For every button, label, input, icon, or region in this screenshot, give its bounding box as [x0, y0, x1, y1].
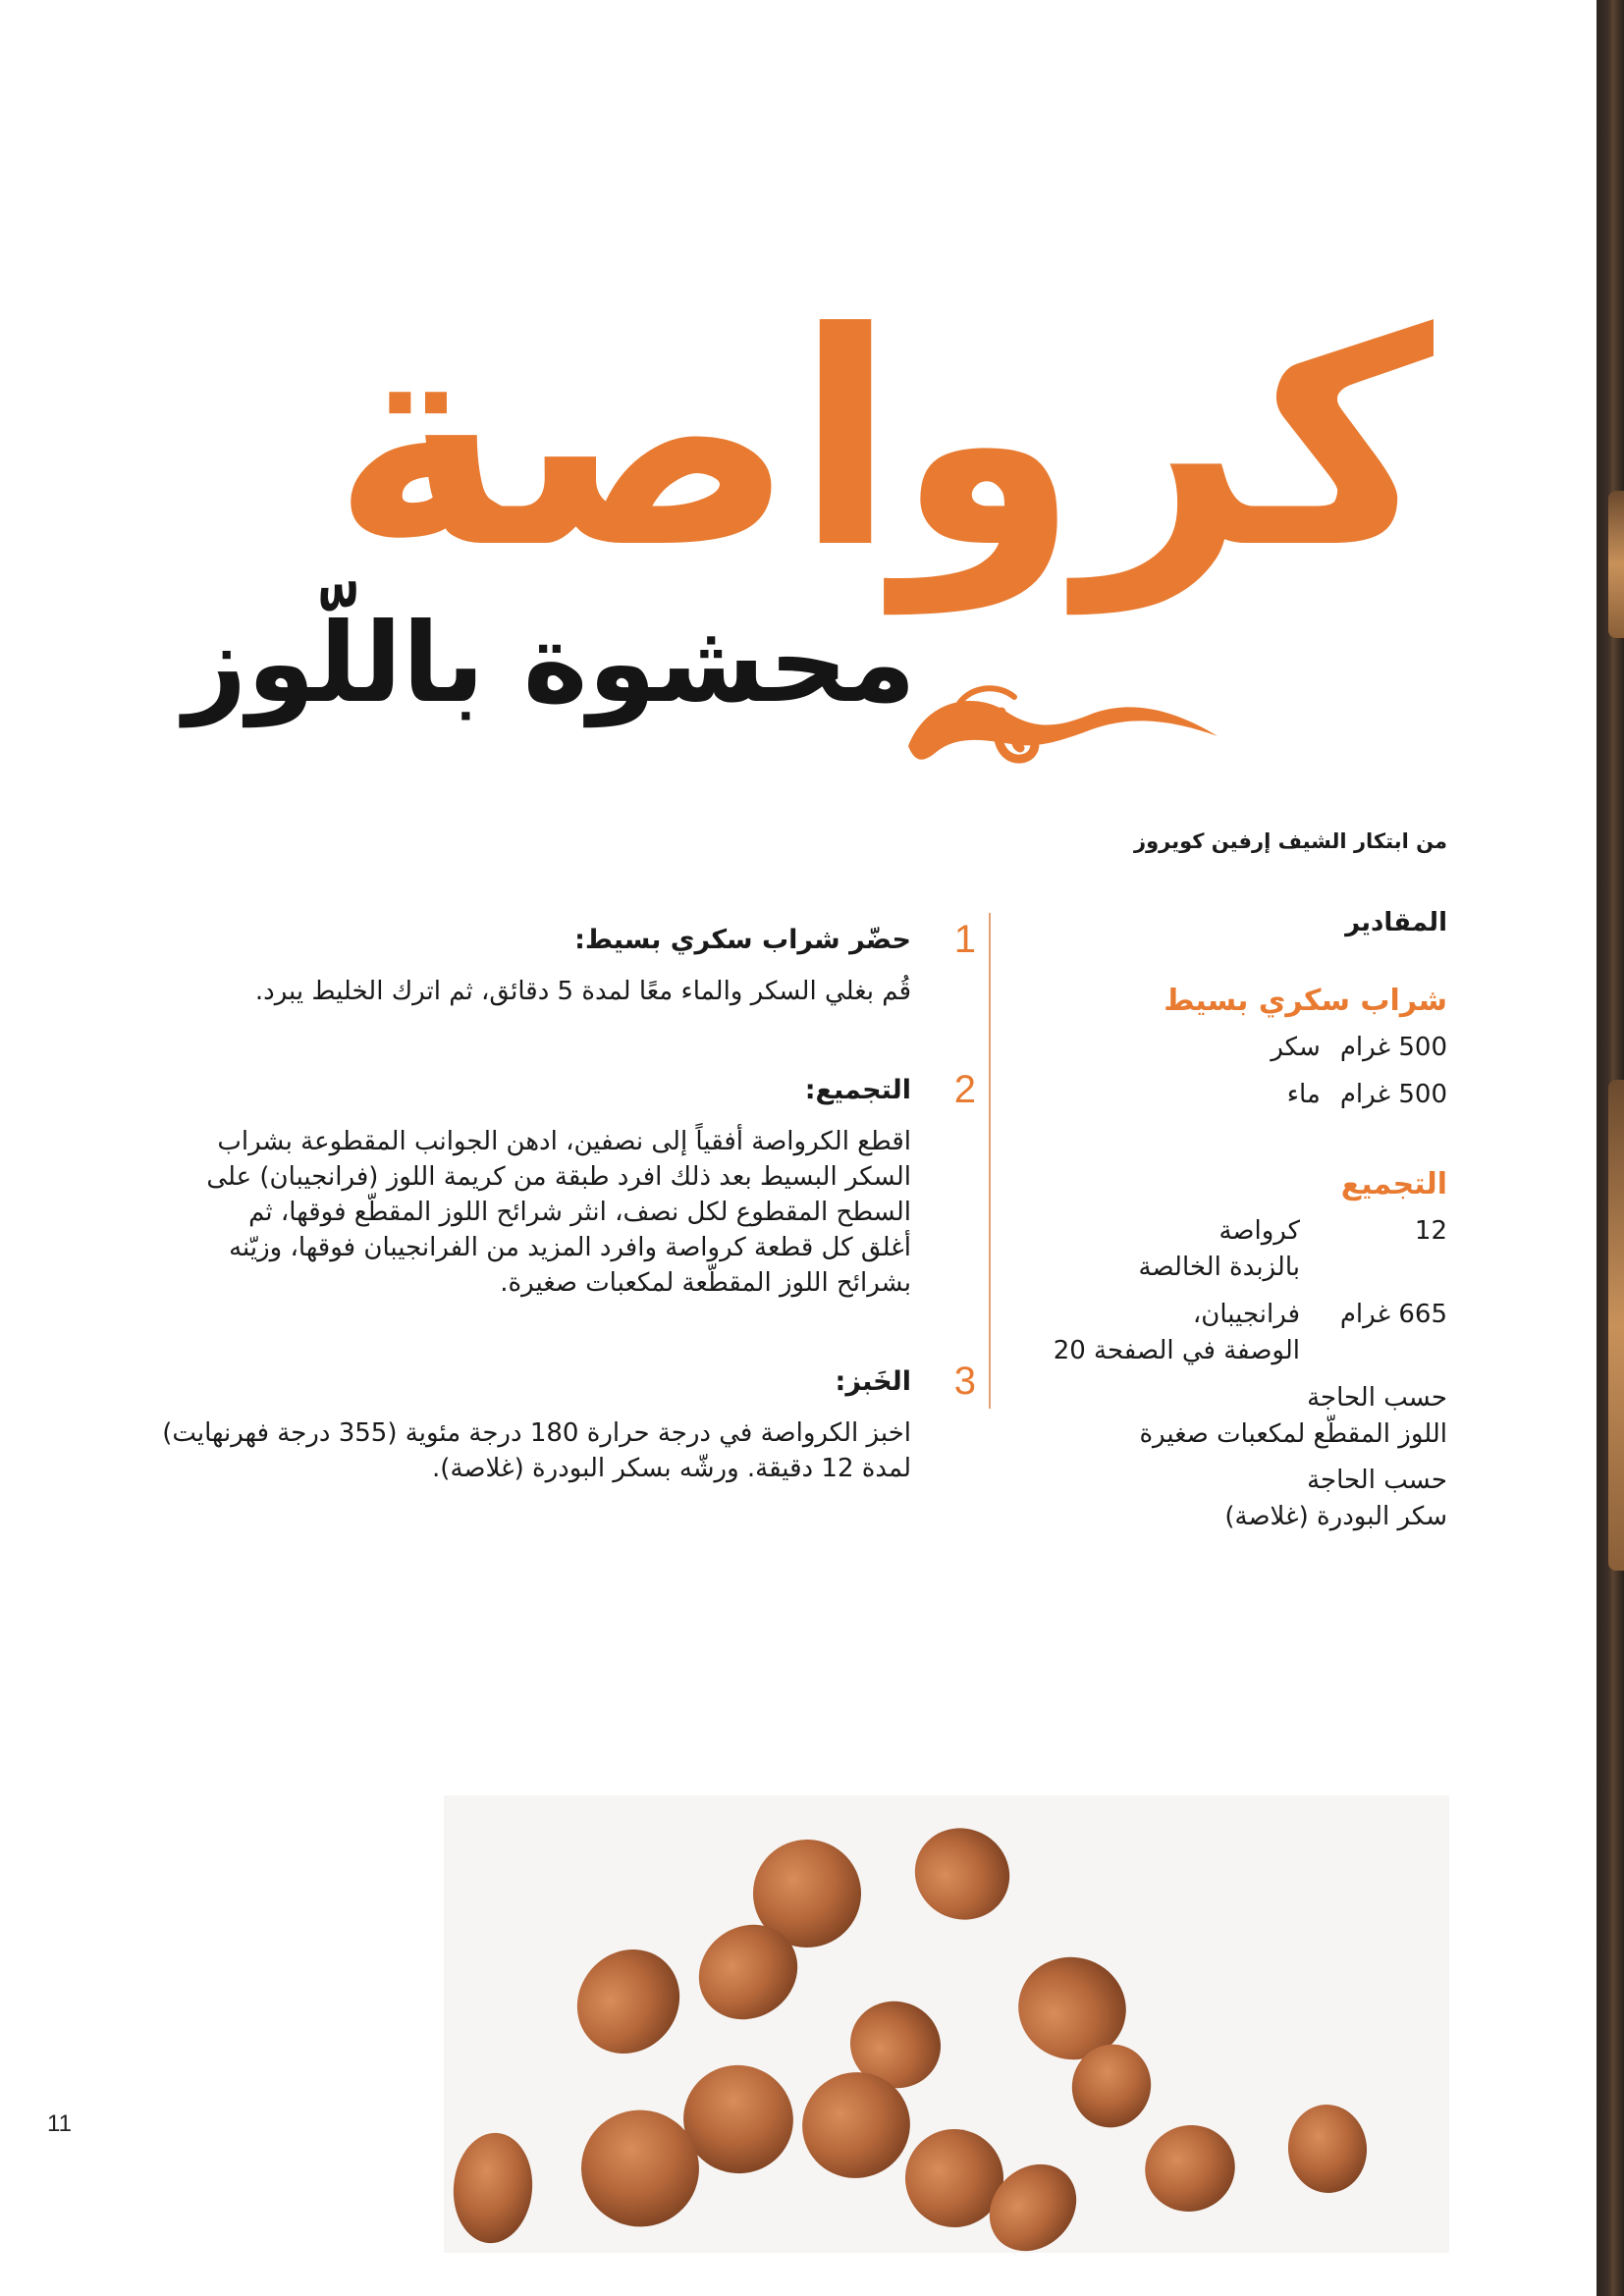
ingredients-heading: المقادير [1345, 908, 1447, 937]
ingredient-row [1005, 1030, 1447, 1066]
ingredient-note-line: سكر البودرة (غلاصة) [1224, 1502, 1447, 1531]
ingredient-name-line: فرانجيبان، [1192, 1300, 1300, 1329]
edge-strip-highlight [1608, 1080, 1624, 1571]
step-line: قُم بغلي السكر والماء معًا لمدة 5 دقائق، ثم اترك الخليط يبرد. [254, 977, 911, 1006]
almond [449, 2129, 537, 2246]
assembly-section-title: التجميع [1340, 1167, 1447, 1201]
step-3 [132, 1360, 976, 1486]
step-number: 3 [953, 1360, 976, 1403]
flourish-ornament [889, 667, 1222, 775]
ingredient-row [1005, 1297, 1447, 1369]
step-body [132, 974, 911, 1009]
step-number: 2 [953, 1068, 976, 1111]
almond-group [449, 1811, 1371, 2253]
step-line: بشرائح اللوز المقطّعة لمكعبات صغيرة. [500, 1268, 911, 1298]
step-number: 1 [953, 918, 976, 961]
method-steps [132, 918, 976, 1545]
ingredient-name-line: الوصفة في الصفحة 20 [1053, 1336, 1300, 1365]
ingredients-panel [1005, 908, 1447, 1545]
column-divider [989, 913, 991, 1409]
almond [898, 1811, 1025, 1936]
ingredient-qty: 500 غرام [1339, 1080, 1447, 1109]
step-line: اقطع الكرواصة أفقياً إلى نصفين، ادهن الجوانب المقطوعة بشراب [217, 1127, 911, 1156]
ingredient-name [1139, 1213, 1300, 1286]
step-title: التجميع: [804, 1075, 911, 1105]
title-sub: محشوة باللّوز [184, 600, 916, 727]
title-main: كرواصة [331, 270, 1434, 613]
almond [1133, 2112, 1247, 2224]
ingredient-name: ماء [1286, 1080, 1321, 1109]
step-line: السكر البسيط بعد ذلك افرد طبقة من كريمة اللوز (فرانجيبان) على [206, 1162, 911, 1192]
ingredient-name-line: بالزبدة الخالصة [1138, 1253, 1300, 1282]
step-body [132, 1124, 911, 1301]
step-line: اخبز الكرواصة في درجة حرارة 180 درجة مئوية (355 درجة فهرنهايت) [162, 1418, 911, 1448]
page-number: 11 [47, 2110, 72, 2137]
ingredient-note [1005, 1380, 1447, 1453]
ingredient-note-line: حسب الحاجة [1307, 1466, 1447, 1495]
ingredient-row [1005, 1213, 1447, 1286]
ingredient-qty: 665 غرام [1339, 1300, 1447, 1329]
almonds-photo [444, 1795, 1449, 2253]
step-1 [132, 918, 976, 1009]
ingredient-qty: 12 [1414, 1216, 1447, 1246]
step-line: أغلق كل قطعة كرواصة وافرد المزيد من الفرانجيبان فوقها، وزيّنه [229, 1233, 911, 1262]
ingredient-name: سكر [1271, 1033, 1321, 1062]
almonds-illustration [444, 1795, 1449, 2253]
ingredient-note-line: حسب الحاجة [1307, 1383, 1447, 1413]
edge-strip-highlight [1608, 491, 1624, 638]
ingredient-qty: 500 غرام [1339, 1033, 1447, 1062]
ingredient-note [1005, 1463, 1447, 1535]
ingredient-name [1054, 1297, 1300, 1369]
almond [1284, 2102, 1371, 2197]
almond [556, 1929, 700, 2075]
ingredient-name-line: كرواصة [1218, 1216, 1300, 1246]
step-title: الخَبز: [835, 1366, 911, 1397]
syrup-section-title: شراب سكري بسيط [1164, 984, 1447, 1018]
ingredient-note-line: اللوز المقطّع لمكعبات صغيرة [1139, 1419, 1447, 1449]
step-title: حضّر شراب سكري بسيط: [574, 925, 911, 955]
step-line: السطح المقطوع لكل نصف، انثر شرائح اللوز المقطّع فوقها، ثم [248, 1198, 911, 1227]
edge-strip [1597, 0, 1624, 2296]
step-2 [132, 1068, 976, 1301]
ingredient-row [1005, 1077, 1447, 1113]
step-line: لمدة 12 دقيقة. ورشّه بسكر البودرة (غلاصة). [432, 1454, 911, 1483]
chef-credit: من ابتكار الشيف إرفين كويروز [1134, 829, 1447, 853]
step-body [132, 1415, 911, 1486]
